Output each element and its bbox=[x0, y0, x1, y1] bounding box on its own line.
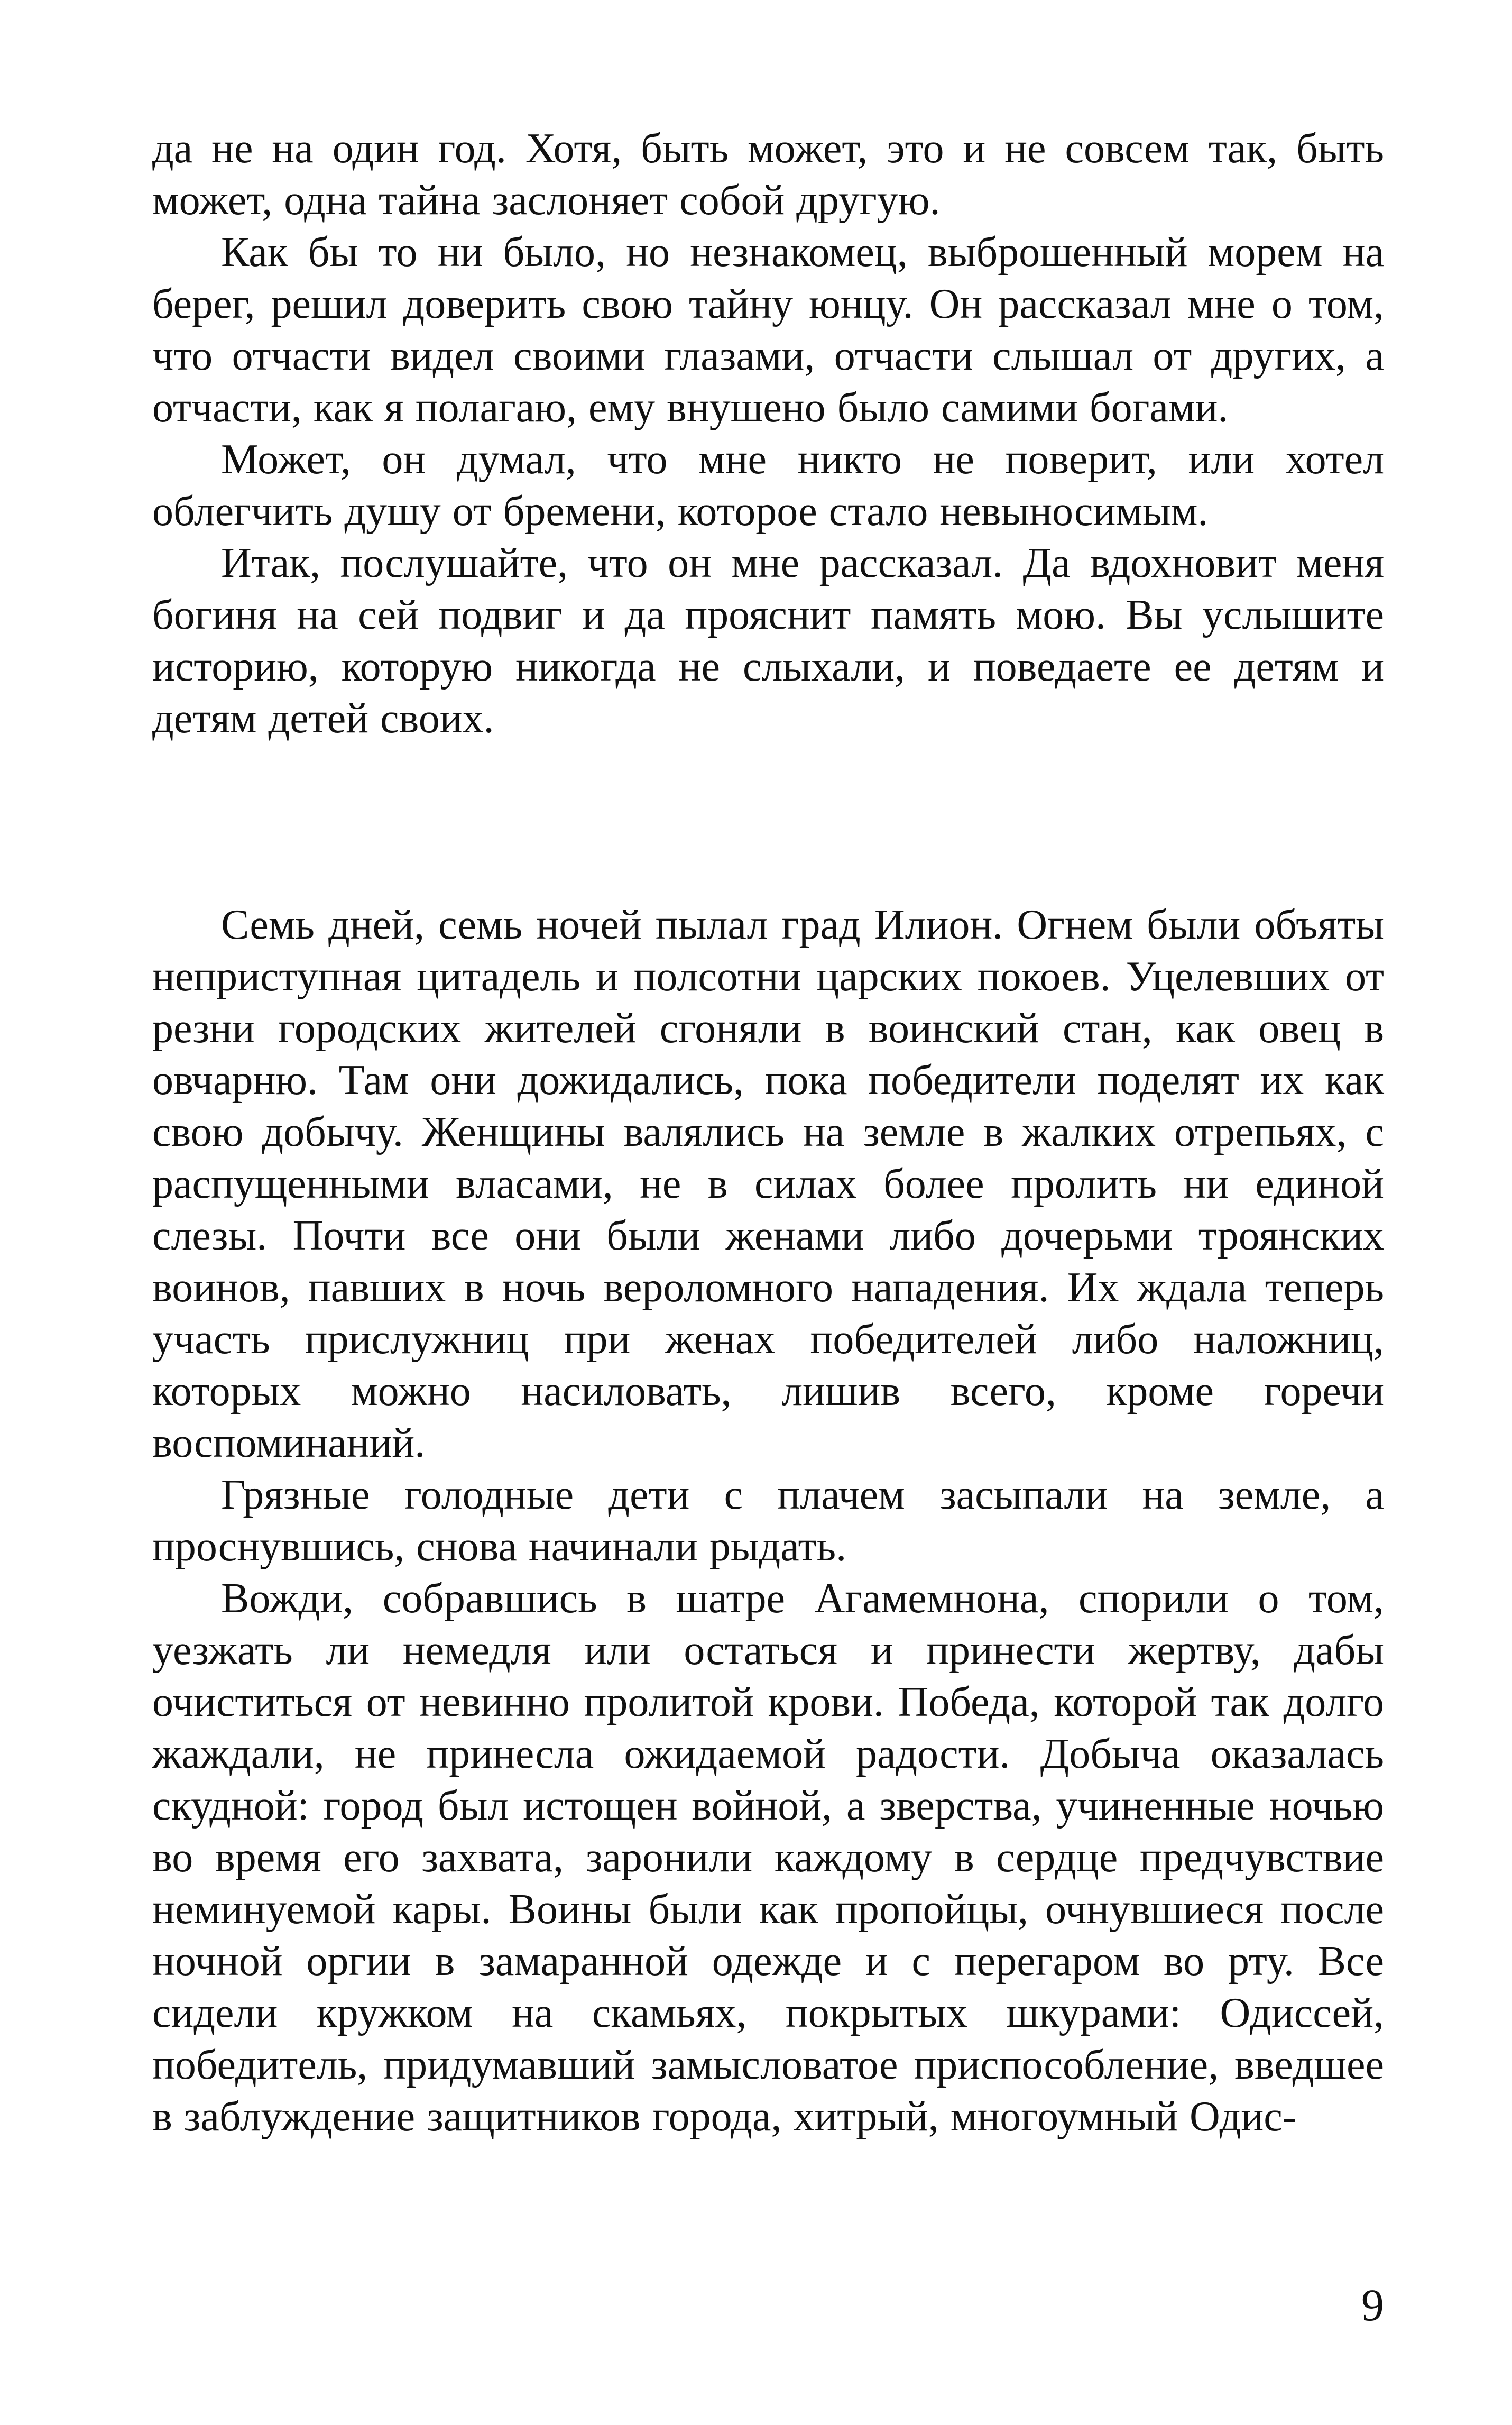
paragraph: Вожди, собравшись в шатре Агамемнона, спорили о том, уезжать ли немедля или остаться и принести жертву, дабы очиститься от невинно пролитой крови. Победа, которой так долго жаждали, не принесла ожидаемой радости. Добыча оказалась скудной: город был истощен войной, а зверства, учиненные ночью во время его захвата, заронили каждому в сердце предчувствие неминуемой кары. Воины были как пропойцы, очнувшиеся после ночной оргии в замаранной одежде и с перегаром во рту. Все сидели кружком на скамьях, покрытых шкурами: Одиссей, победитель, придумавший замысловатое приспособление, введшее в заблуждение защитников города, хитрый, многоумный Одис- bbox=[152, 1575, 1384, 2140]
first-text-section bbox=[152, 123, 1384, 745]
paragraph: Как бы то ни было, но незнакомец, выброшенный морем на берег, решил доверить свою тайну юнцу. Он рассказал мне о том, что отчасти видел своими глазами, отчасти слышал от других, а отчасти, как я полагаю, ему внушено было самими богами. bbox=[152, 229, 1384, 431]
paragraph: Может, он думал, что мне никто не поверит, или хотел облегчить душу от бремени, которое стало невыносимым. bbox=[152, 436, 1384, 535]
page-number: 9 bbox=[1361, 2280, 1384, 2330]
paragraph: Итак, послушайте, что он мне рассказал. Да вдохновит меня богиня на сей подвиг и да прояснит память мою. Вы услышите историю, которую никогда не слыхали, и поведаете ее детям и детям детей своих. bbox=[152, 540, 1384, 742]
paragraph-continuation: да не на один год. Хотя, быть может, это и не совсем так, быть может, одна тайна заслоняет собой другую. bbox=[152, 125, 1384, 224]
second-text-section bbox=[152, 899, 1384, 2143]
paragraph: Грязные голодные дети с плачем засыпали на земле, а проснувшись, снова начинали рыдать. bbox=[152, 1472, 1384, 1570]
paragraph: Семь дней, семь ночей пылал град Илион. Огнем были объяты неприступная цитадель и полсотни царских покоев. Уцелевших от резни городских жителей сгоняли в воинский стан, как овец в овчарню. Там они дожидались, пока победители поделят их как свою добычу. Женщины валялись на земле в жалких отрепьях, с распущенными власами, не в силах более пролить ни единой слезы. Почти все они были женами либо дочерьми троянских воинов, павших в ночь вероломного нападения. Их ждала теперь участь прислужниц при женах победителей либо наложниц, которых можно насиловать, лишив всего, кроме горечи воспоминаний. bbox=[152, 902, 1384, 1466]
